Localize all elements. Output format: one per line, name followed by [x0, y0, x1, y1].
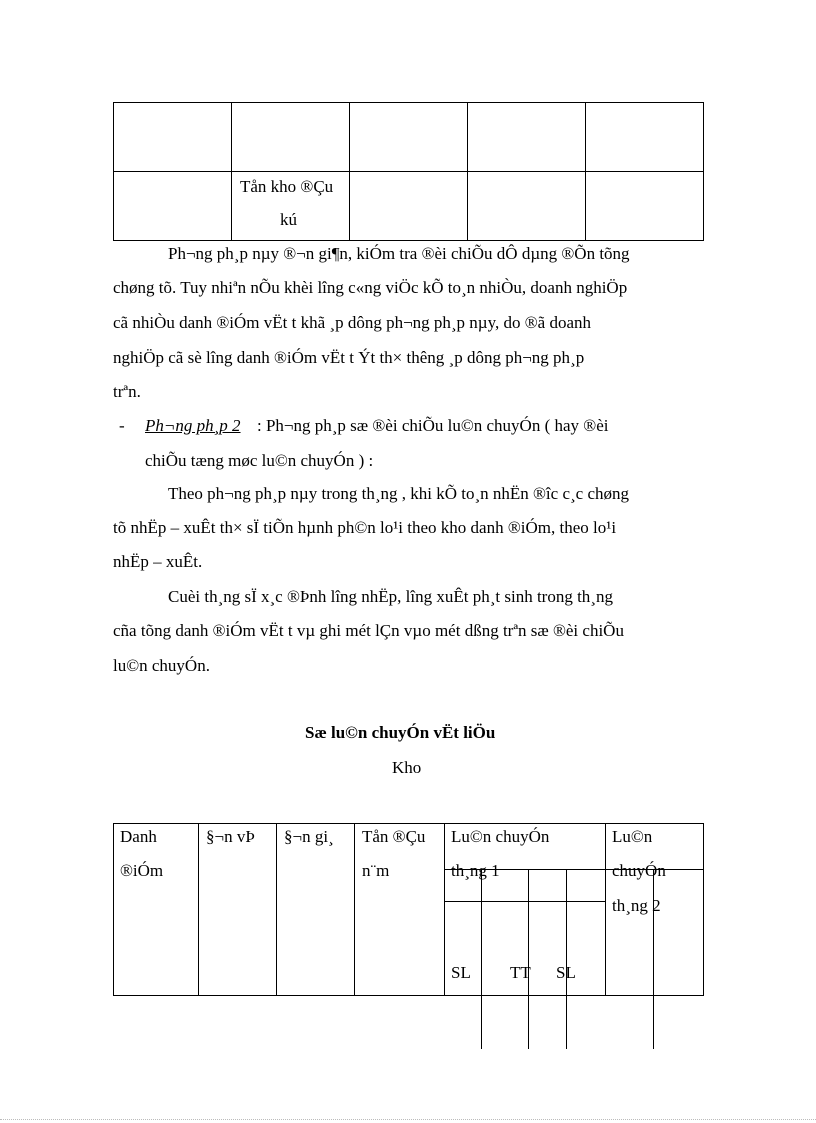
- method-2-label: Ph¬ng ph¸p 2: [145, 416, 241, 435]
- col-header-luan-chuyen-thang-2: chuyÓn: [612, 861, 666, 880]
- paragraph-line: Cuèi th¸ng sÏ x¸c ®Þnh lîng nhËp, lîng xuÊt ph¸t sinh trong th¸ng: [168, 587, 613, 606]
- page-bottom-border: [0, 1119, 816, 1120]
- col-header-danh-diem: ®iÓm: [120, 861, 164, 880]
- sub-header-sl: SL: [556, 963, 576, 982]
- col-header-luan-chuyen-thang-1: th¸ng 1: [451, 861, 500, 880]
- ledger-title: Sæ lu©n chuyÓn vËt liÖu: [305, 723, 496, 742]
- ledger-subtitle: Kho: [392, 758, 422, 777]
- col-header-luan-chuyen-thang-1: Lu©n chuyÓn: [451, 827, 550, 846]
- paragraph-line: chøng tõ. Tuy nhiªn nÕu khèi lîng c«ng viÖc kÕ to¸n nhiÒu, doanh nghiÖp: [113, 278, 628, 297]
- col-header-don-vi: §¬n vÞ: [206, 827, 255, 846]
- top-table-cell-text: Tån kho ®Çu: [240, 177, 334, 196]
- method-2-text: : Ph¬ng ph¸p sæ ®èi chiÕu lu©n chuyÓn ( hay ®èi: [257, 416, 609, 435]
- col-header-danh-diem: Danh: [120, 827, 157, 846]
- paragraph-line: cã nhiÒu danh ®iÓm vËt t khã ¸p dông ph¬ng ph¸p nµy, do ®ã doanh: [113, 313, 592, 332]
- paragraph-line: lu©n chuyÓn.: [113, 656, 210, 675]
- col-header-ton-dau-nam: n¨m: [362, 861, 390, 880]
- top-table-cell-text: kú: [280, 210, 297, 229]
- sub-header-sl: SL: [451, 963, 471, 982]
- sub-header-tt: TT: [510, 963, 531, 982]
- paragraph-line: nhËp – xuÊt.: [113, 552, 203, 571]
- paragraph-line: trªn.: [113, 382, 141, 401]
- paragraph-line: Theo ph¬ng ph¸p nµy trong th¸ng , khi kÕ to¸n nhËn ®îc c¸c chøng: [168, 484, 629, 503]
- col-header-don-gia: §¬n gi¸: [284, 827, 334, 846]
- col-header-ton-dau-nam: Tån ®Çu: [362, 827, 426, 846]
- paragraph-line: cña tõng danh ®iÓm vËt t vµ ghi mét lÇn vµo mét dßng trªn sæ ®èi chiÕu: [113, 621, 624, 640]
- paragraph-line: tõ nhËp – xuÊt th× sÏ tiÕn hµnh ph©n lo¹i theo kho danh ®iÓm, theo lo¹i: [113, 518, 617, 537]
- paragraph-line: Ph¬ng ph¸p nµy ®¬n gi¶n, kiÓm tra ®èi chiÕu dÔ dµng ®Õn tõng: [168, 244, 630, 263]
- col-header-luan-chuyen-thang-2: Lu©n: [612, 827, 653, 846]
- paragraph-line: nghiÖp cã sè lîng danh ®iÓm vËt t Ýt th× thêng ¸p dông ph¬ng ph¸p: [113, 348, 585, 367]
- col-header-luan-chuyen-thang-2: th¸ng 2: [612, 896, 661, 915]
- bullet-dash: -: [119, 416, 125, 435]
- method-2-text: chiÕu tæng møc lu©n chuyÓn ) :: [145, 451, 374, 470]
